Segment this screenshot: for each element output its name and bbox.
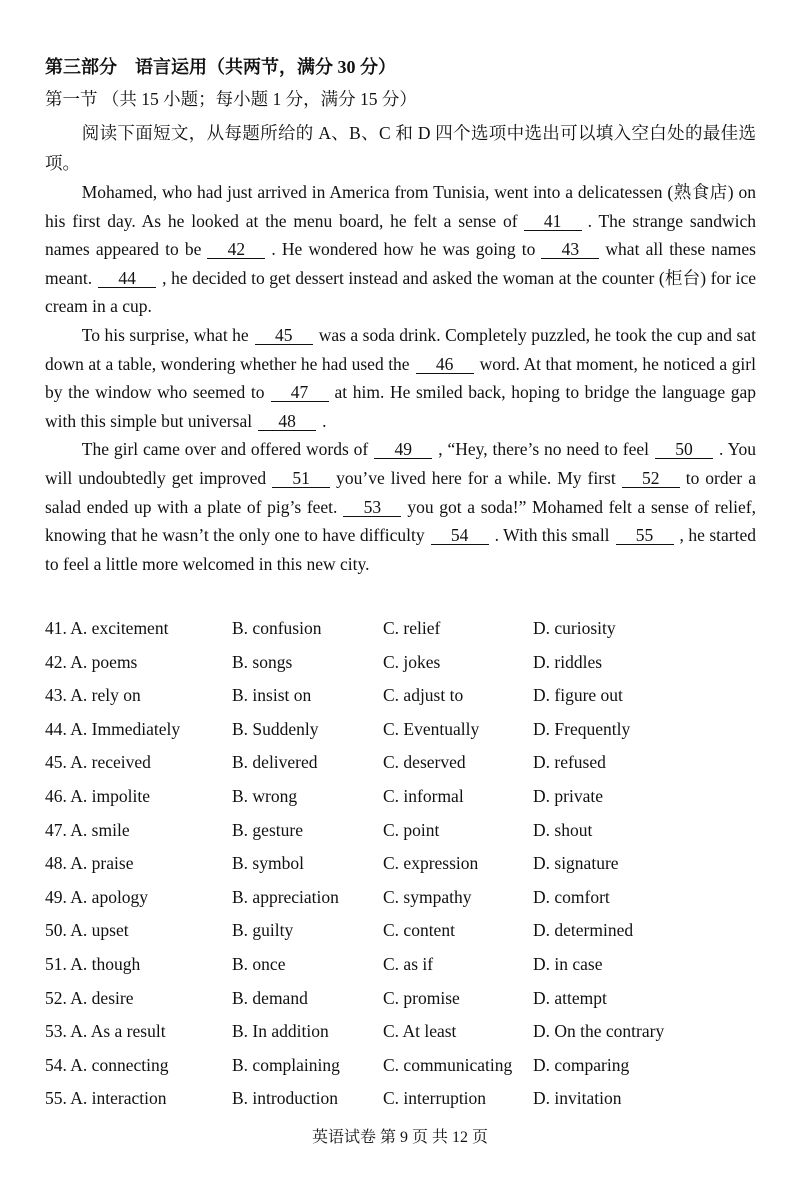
option-D: D. curiosity xyxy=(533,618,616,638)
option-A: 46. A. impolite xyxy=(45,785,150,806)
subsection-title: 第一节 （共 15 小题；每小题 1 分，满分 15 分） xyxy=(45,89,417,109)
blank-47: 47 xyxy=(271,383,329,402)
option-C: C. sympathy xyxy=(383,886,472,907)
question-row xyxy=(45,715,765,749)
option-C: C. relief xyxy=(383,618,441,638)
option-A: 41. A. excitement xyxy=(45,618,169,638)
option-D: D. invitation xyxy=(533,1088,622,1109)
option-B: B. symbol xyxy=(232,853,304,874)
option-D: D. comparing xyxy=(533,1054,630,1075)
option-B: B. gesture xyxy=(232,819,303,840)
option-A: 51. A. though xyxy=(45,953,141,974)
passage-paragraph xyxy=(45,435,756,578)
option-D: D. riddles xyxy=(533,651,603,672)
option-D: D. in case xyxy=(533,953,603,974)
option-A: 53. A. As a result xyxy=(45,1021,166,1042)
option-B: B. guilty xyxy=(232,920,294,941)
passage-text: to order a salad ended up with a plate of pig’s feet. xyxy=(45,467,756,517)
option-C: C. as if xyxy=(383,953,434,974)
passage-text: . xyxy=(322,410,327,431)
passage-text: word. At that moment, he noticed a girl by the window who seemed to xyxy=(45,353,756,403)
option-D: D. determined xyxy=(533,920,634,941)
option-C: C. informal xyxy=(383,785,464,806)
option-D: D. private xyxy=(533,785,603,806)
question-row xyxy=(45,681,765,715)
option-C: C. jokes xyxy=(383,651,441,672)
cloze-passage xyxy=(45,178,756,578)
blank-50: 50 xyxy=(655,440,713,459)
option-B: B. wrong xyxy=(232,785,298,806)
question-row xyxy=(45,748,765,782)
option-B: B. complaining xyxy=(232,1054,340,1075)
question-row xyxy=(45,950,765,984)
option-B: B. insist on xyxy=(232,685,312,706)
option-A: 42. A. poems xyxy=(45,651,138,672)
question-row xyxy=(45,916,765,950)
question-row xyxy=(45,883,765,917)
passage-paragraph xyxy=(45,178,756,321)
option-A: 44. A. Immediately xyxy=(45,718,181,739)
question-row xyxy=(45,849,765,883)
exam-page xyxy=(45,52,756,578)
passage-text: , he decided to get dessert instead and asked the woman at the counter (柜台) for ice cream in a cup. xyxy=(45,267,756,317)
question-row xyxy=(45,782,765,816)
option-B: B. confusion xyxy=(232,618,322,638)
option-B: B. songs xyxy=(232,651,293,672)
page-footer: 英语试卷 第 9 页 共 12 页 xyxy=(311,1129,488,1146)
passage-paragraph xyxy=(45,321,756,435)
blank-55: 55 xyxy=(616,526,674,545)
passage-text: you got a soda!” Mohamed felt a sense of relief, knowing that he wasn’t the only one to have difficulty xyxy=(45,496,756,546)
option-C: C. promise xyxy=(383,987,460,1008)
option-D: D. figure out xyxy=(533,685,623,706)
option-C: C. interruption xyxy=(383,1088,487,1109)
passage-text: To his surprise, what he xyxy=(81,324,249,345)
option-B: B. Suddenly xyxy=(232,718,319,739)
section-title: 第三部分 语言运用（共两节，满分 30 分） xyxy=(45,57,396,77)
question-row xyxy=(45,984,765,1018)
option-A: 54. A. connecting xyxy=(45,1054,169,1075)
blank-48: 48 xyxy=(258,412,316,431)
question-row xyxy=(45,614,765,648)
option-C: C. expression xyxy=(383,853,479,874)
blank-51: 51 xyxy=(272,469,330,488)
option-C: C. content xyxy=(383,920,455,941)
blank-45: 45 xyxy=(255,326,313,345)
passage-text: The girl came over and offered words of xyxy=(81,439,369,460)
option-A: 45. A. received xyxy=(45,752,151,773)
passage-text: . With this small xyxy=(494,525,610,546)
passage-text: you’ve lived here for a while. My first xyxy=(336,467,616,488)
option-B: B. appreciation xyxy=(232,886,339,907)
option-A: 50. A. upset xyxy=(45,920,129,941)
blank-53: 53 xyxy=(343,498,401,517)
option-D: D. On the contrary xyxy=(533,1021,665,1042)
option-B: B. introduction xyxy=(232,1088,338,1109)
blank-46: 46 xyxy=(416,355,474,374)
passage-text: what all these names meant. xyxy=(45,239,756,288)
option-C: C. Eventually xyxy=(383,718,480,739)
question-row xyxy=(45,816,765,850)
blank-41: 41 xyxy=(524,212,582,231)
passage-text: . He wondered how he was going to xyxy=(271,239,536,260)
blank-42: 42 xyxy=(207,240,265,259)
option-D: D. signature xyxy=(533,853,619,874)
option-D: D. attempt xyxy=(533,987,607,1008)
option-B: B. once xyxy=(232,953,286,974)
option-A: 49. A. apology xyxy=(45,886,149,907)
option-B: B. demand xyxy=(232,987,308,1008)
option-A: 48. A. praise xyxy=(45,853,134,874)
question-row xyxy=(45,1084,765,1118)
question-row xyxy=(45,648,765,682)
blank-43: 43 xyxy=(541,240,599,259)
option-D: D. comfort xyxy=(533,886,610,907)
option-C: C. At least xyxy=(383,1021,457,1042)
option-C: C. adjust to xyxy=(383,685,464,706)
question-row xyxy=(45,1017,765,1051)
passage-text: . You will undoubtedly get improved xyxy=(45,439,756,488)
blank-49: 49 xyxy=(374,440,432,459)
option-A: 55. A. interaction xyxy=(45,1088,167,1109)
option-D: D. shout xyxy=(533,819,593,840)
passage-text: . The strange sandwich names appeared to be xyxy=(45,210,756,260)
answer-options xyxy=(45,614,765,1118)
question-row xyxy=(45,1051,765,1085)
option-C: C. deserved xyxy=(383,752,466,773)
option-B: B. In addition xyxy=(232,1021,329,1042)
blank-54: 54 xyxy=(431,526,489,545)
option-C: C. communicating xyxy=(383,1054,513,1075)
option-D: D. refused xyxy=(533,752,606,773)
option-C: C. point xyxy=(383,819,440,840)
instructions: 阅读下面短文，从每题所给的 A、B、C 和 D 四个选项中选出可以填入空白处的最佳选项。 xyxy=(45,123,756,173)
passage-text: was a soda drink. Completely puzzled, he took the cup and sat down at a table, wondering whether he had used the xyxy=(45,324,756,374)
blank-52: 52 xyxy=(622,469,680,488)
passage-text: at him. He smiled back, hoping to bridge the language gap with this simple but universal xyxy=(45,382,756,431)
passage-text: , “Hey, there’s no need to feel xyxy=(438,439,649,460)
option-A: 43. A. rely on xyxy=(45,685,141,706)
passage-text: Mohamed, who had just arrived in America from Tunisia, went into a delicatessen (熟食店) on his first day. As he looked at the menu board, he felt a sense of xyxy=(45,182,756,231)
option-D: D. Frequently xyxy=(533,718,631,739)
passage-text: , he started to feel a little more welcomed in this new city. xyxy=(45,525,756,574)
option-B: B. delivered xyxy=(232,752,318,773)
option-A: 52. A. desire xyxy=(45,987,134,1008)
option-A: 47. A. smile xyxy=(45,819,130,840)
blank-44: 44 xyxy=(98,269,156,288)
